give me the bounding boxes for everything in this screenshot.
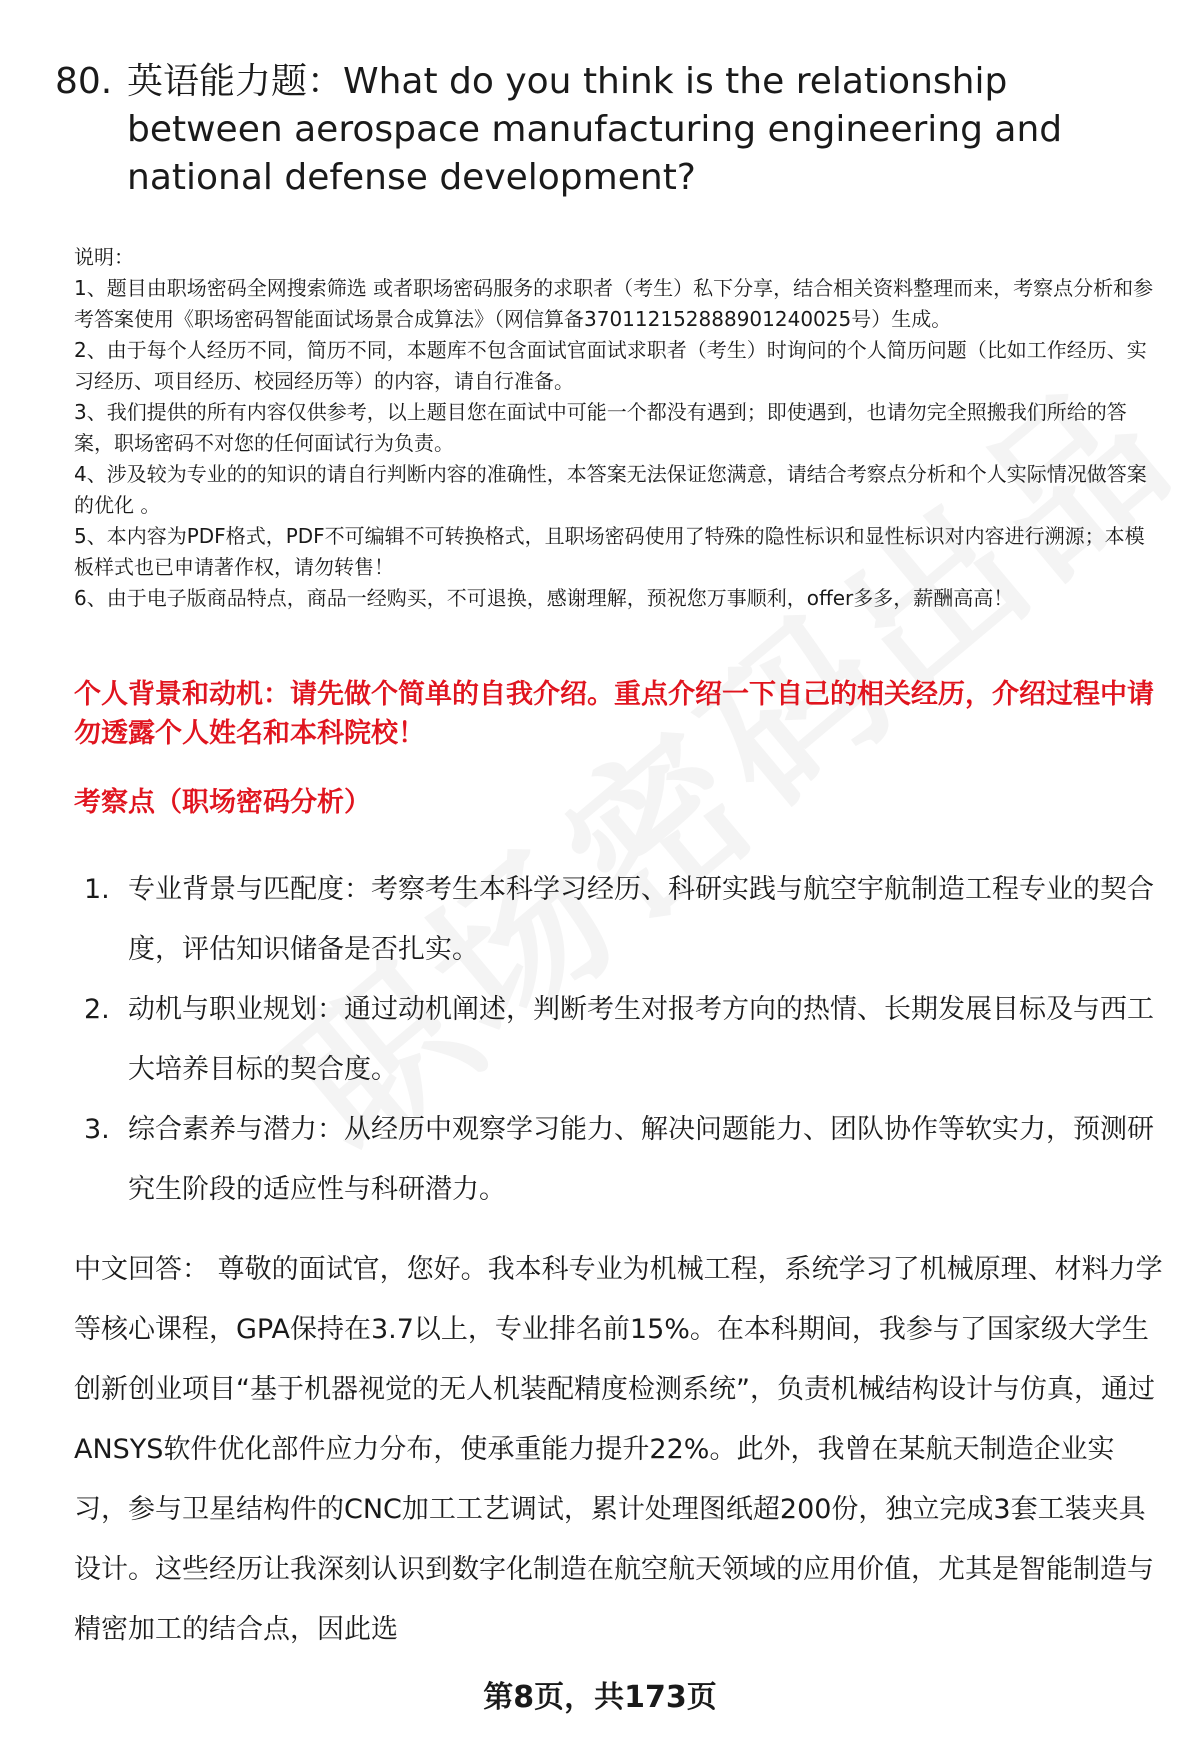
note-item: 6、由于电子版商品特点，商品一经购买，不可退换，感谢理解，预祝您万事顺利，offer多多，薪酬高高！	[74, 586, 1014, 610]
question-number: 80.	[55, 61, 113, 102]
note-item: 1、题目由职场密码全网搜索筛选 或者职场密码服务的求职者（考生）私下分享，结合相关资料整理而来，考察点分析和参考答案使用《职场密码智能面试场景合成算法》（网信算备370112152888901240025号）生成。	[74, 276, 1154, 331]
list-item-number: 1.	[84, 874, 110, 905]
list-item-text: 综合素养与潜力：从经历中观察学习能力、解决问题能力、团队协作等软实力，预测研究生阶段的适应性与科研潜力。	[128, 1114, 1154, 1205]
list-item	[84, 980, 1164, 1100]
note-item: 3、我们提供的所有内容仅供参考，以上题目您在面试中可能一个都没有遇到；即使遇到，也请勿完全照搬我们所给的答案，职场密码不对您的任何面试行为负责。	[74, 400, 1127, 455]
section-heading-background: 个人背景和动机：请先做个简单的自我介绍。重点介绍一下自己的相关经历，介绍过程中请勿透露个人姓名和本科院校！	[74, 679, 1154, 749]
list-item	[84, 1100, 1164, 1220]
note-item: 5、本内容为PDF格式，PDF不可编辑不可转换格式，且职场密码使用了特殊的隐性标识和显性标识对内容进行溯源；本模板样式也已申请著作权，请勿转售！	[74, 524, 1145, 579]
list-item-number: 3.	[84, 1114, 110, 1145]
question-text: 英语能力题：What do you think is the relationship between aerospace manufacturing engineering and national defense development?	[127, 61, 1063, 198]
section-heading-analysis: 考察点（职场密码分析）	[74, 787, 371, 818]
page-footer: 第8页，共173页	[483, 1680, 717, 1715]
notes-title: 说明：	[74, 245, 134, 269]
list-item-number: 2.	[84, 994, 110, 1025]
analysis-points-list	[84, 860, 1164, 1220]
notes-block	[74, 242, 1164, 614]
chinese-answer: 中文回答： 尊敬的面试官，您好。我本科专业为机械工程，系统学习了机械原理、材料力学等核心课程，GPA保持在3.7以上，专业排名前15%。在本科期间，我参与了国家级大学生创新创业项目“基于机器视觉的无人机装配精度检测系统”，负责机械结构设计与仿真，通过ANSYS软件优化部件应力分布，使承重能力提升22%。此外，我曾在某航天制造企业实习，参与卫星结构件的CNC加工工艺调试，累计处理图纸超200份，独立完成3套工装夹具设计。这些经历让我深刻认识到数字化制造在航空航天领域的应用价值，尤其是智能制造与精密加工的结合点，因此选	[74, 1254, 1163, 1645]
list-item	[84, 860, 1164, 980]
list-item-text: 动机与职业规划：通过动机阐述，判断考生对报考方向的热情、长期发展目标及与西工大培养目标的契合度。	[128, 994, 1154, 1085]
question-title	[55, 58, 1165, 202]
note-item: 4、涉及较为专业的的知识的请自行判断内容的准确性，本答案无法保证您满意，请结合考察点分析和个人实际情况做答案的优化 。	[74, 462, 1147, 517]
list-item-text: 专业背景与匹配度：考察考生本科学习经历、科研实践与航空宇航制造工程专业的契合度，评估知识储备是否扎实。	[128, 874, 1154, 965]
note-item: 2、由于每个人经历不同，简历不同，本题库不包含面试官面试求职者（考生）时询问的个人简历问题（比如工作经历、实习经历、项目经历、校园经历等）的内容，请自行准备。	[74, 338, 1147, 393]
